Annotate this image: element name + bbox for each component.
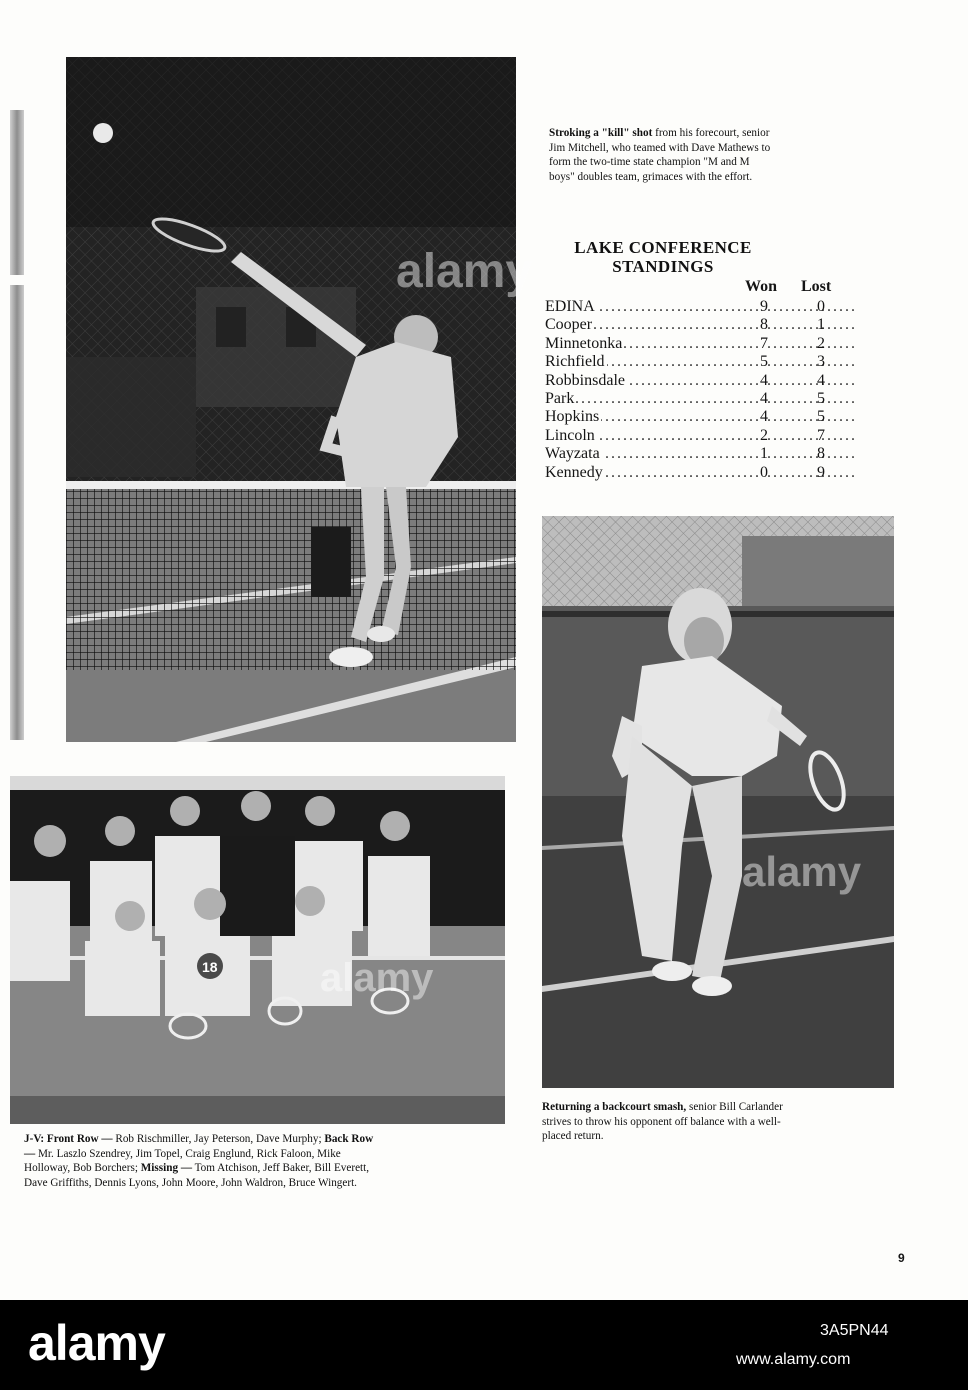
caption-text: from his forecourt, senior Jim Mitchell, who teamed with Dave Mathews to form the two-time state champion "M and M boys" doubles team, grimaces with the effort. <box>549 127 771 183</box>
missing-label: Missing — <box>140 1162 193 1175</box>
standings-title <box>545 238 781 276</box>
team-cell <box>545 408 761 426</box>
standings-row <box>545 298 845 316</box>
team-cell <box>545 298 761 316</box>
won-value: 8 <box>760 316 768 334</box>
back-row-names: Mr. Laszlo Szendrey, Jim Topel, Craig Englund, Rick Faloon, Mike Holloway, Bob Borchers; <box>24 1147 341 1175</box>
standings-row <box>545 335 845 353</box>
won-header: Won <box>745 278 778 295</box>
lost-value: 3 <box>817 353 825 371</box>
team-name: Park <box>545 389 575 407</box>
standings-title-line1: LAKE CONFERENCE <box>574 238 752 257</box>
caption-text: senior Bill Carlander strives to throw his opponent off balance with a well-placed return. <box>542 1101 783 1143</box>
stock-footer <box>0 1300 968 1390</box>
won-value: 2 <box>760 426 768 444</box>
standings-row <box>545 353 845 371</box>
conference-standings <box>545 238 845 482</box>
image-id: 3A5PN44 <box>820 1322 889 1339</box>
team-cell <box>545 427 761 445</box>
jersey-number: 18 <box>202 959 218 975</box>
team-name: EDINA <box>545 298 595 315</box>
standings-rows <box>545 298 845 482</box>
team-name: Lincoln <box>545 426 595 444</box>
team-cell <box>545 372 761 390</box>
back-row-label: Back Row — <box>24 1133 374 1160</box>
standings-row <box>545 464 845 482</box>
lost-value: 8 <box>817 445 825 463</box>
watermark: alamy <box>396 245 533 298</box>
standings-row <box>545 316 845 334</box>
caption-kill-shot <box>549 126 774 184</box>
svg-text:alamy: alamy <box>320 956 434 1000</box>
caption-jv-team <box>24 1132 374 1190</box>
photo-jv-team <box>10 776 505 1124</box>
standings-row <box>545 445 845 463</box>
won-value: 0 <box>760 463 768 481</box>
team-name: Robbinsdale <box>545 371 625 389</box>
team-name: Wayzata <box>545 445 600 463</box>
won-value: 9 <box>760 298 768 315</box>
caption-lead: Returning a backcourt smash, <box>542 1101 687 1113</box>
standings-row <box>545 408 845 426</box>
team-cell <box>545 390 761 408</box>
missing-names: Tom Atchison, Jeff Baker, Bill Everett, Dave Griffiths, Dennis Lyons, John Moore, John Waldron, Bruce Wingert. <box>24 1162 370 1189</box>
lost-value: 9 <box>817 463 825 481</box>
photo-backcourt-smash <box>542 516 894 1088</box>
won-value: 4 <box>760 389 768 407</box>
lost-value: 5 <box>817 389 825 407</box>
adjacent-page-edge <box>10 110 24 275</box>
lost-value: 2 <box>817 334 825 352</box>
lost-value: 0 <box>817 298 825 315</box>
caption-backcourt-smash <box>542 1100 804 1144</box>
caption-lead: Stroking a "kill" shot <box>549 127 653 139</box>
lost-value: 1 <box>817 316 825 334</box>
alamy-logo: alamy <box>28 1315 165 1371</box>
won-value: 4 <box>760 408 768 426</box>
standings-title-line2: STANDINGS <box>612 257 714 276</box>
team-name: Hopkins <box>545 408 600 426</box>
won-value: 5 <box>760 353 768 371</box>
photo-kill-shot <box>66 57 533 742</box>
lost-header: Lost <box>801 278 832 295</box>
team-name: Minnetonka <box>545 334 623 352</box>
team-cell <box>545 445 761 463</box>
lost-value: 5 <box>817 408 825 426</box>
adjacent-page-edge <box>10 285 24 740</box>
team-name: Richfield <box>545 353 605 371</box>
svg-text:alamy: alamy <box>742 848 862 895</box>
standings-row <box>545 427 845 445</box>
standings-row <box>545 390 845 408</box>
team-name: Kennedy <box>545 463 603 481</box>
site-url: www.alamy.com <box>736 1351 851 1368</box>
front-row-names: Rob Rischmiller, Jay Peterson, Dave Murphy; <box>112 1133 322 1145</box>
front-row-label: J-V: Front Row — <box>24 1133 113 1145</box>
won-value: 1 <box>760 445 768 463</box>
page-number: 9 <box>898 1251 905 1265</box>
team-cell <box>545 316 761 334</box>
lost-value: 7 <box>817 426 825 444</box>
team-cell <box>545 335 761 353</box>
team-cell <box>545 353 761 371</box>
team-cell <box>545 464 761 482</box>
won-value: 4 <box>760 371 768 389</box>
won-value: 7 <box>760 334 768 352</box>
lost-value: 4 <box>817 371 825 389</box>
standings-header <box>545 276 845 298</box>
team-name: Cooper <box>545 316 593 334</box>
standings-row <box>545 372 845 390</box>
